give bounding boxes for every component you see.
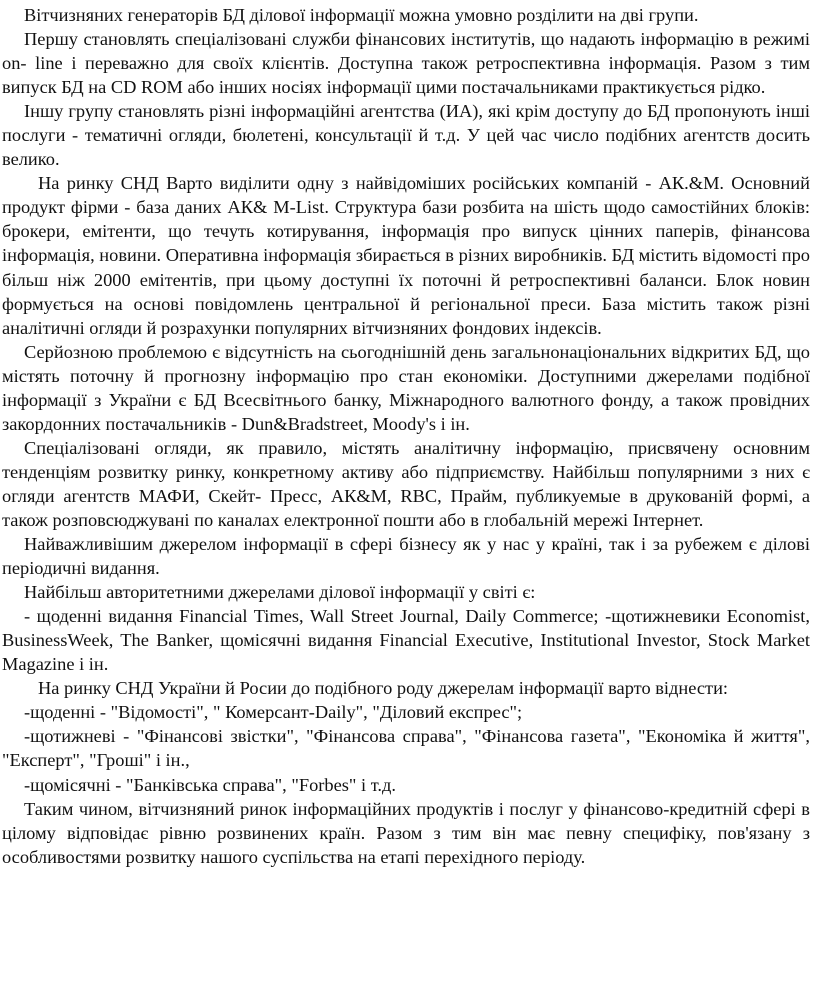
- list-item-text: щотижневі - "Фінансові звістки", "Фінансова справа", "Фінансова газета", "Економіка й життя", "Експерт", "Гроші" і ін.,: [2, 726, 810, 771]
- paragraph-authoritative: Найбільш авторитетними джерелами ділової інформації у світі є:: [24, 582, 536, 603]
- paragraph-second-group: Іншу групу становлять різні інформаційні агентства (ИА), які крім доступу до БД пропонують інші послуги - тематичні огляди, бюлетені, консультації й т.д. У цей час число подібних агентств досить велико.: [2, 101, 810, 170]
- paragraph-cis-market: На ринку СНД України й Росии до подібного роду джерелам інформації варто віднести:: [38, 678, 729, 699]
- paragraph-world-editions: - щоденні видання Financial Times, Wall Street Journal, Daily Commerce; -щотижневики Economist, BusinessWeek, The Banker, щомісячні видання Financial Executive, Institutional Investor, Stock Market Magazine і ін.: [2, 606, 810, 675]
- list-item-text: щомісячні - "Банківська справа", "Forbes" і т.д.: [30, 774, 396, 795]
- list-item-text: щоденні - "Відомості", " Комерсант-Daily", "Діловий експрес";: [30, 702, 523, 723]
- paragraph-akm: На ринку СНД Варто виділити одну з найвідоміших російських компаній - АК.&М. Основний продукт фірми - база даних АК& M-List. Структура бази розбита на шість щодо самостійних блоків: брокери, емітенти, що течуть котирування, інформація про випуск цінних паперів, фінансова інформація, новини. Оперативна інформація збирається в різних виробників. БД містить відомості про більш ніж 2000 емітентів, при цьому доступні їх поточні й ретроспективні баланси. Блок новин формується на основі повідомлень центральної й регіональної преси. База містить також різні аналітичні огляди й розрахунки популярних вітчизняних фондових індексів.: [2, 173, 810, 338]
- paragraph-conclusion: Таким чином, вітчизняний ринок інформаційних продуктів і послуг у фінансово-кредитній сфері в цілому відповідає рівню розвинених країн. Разом з тим він має певну специфіку, пов'язану з особливостями розвитку нашого суспільства на етапі перехідного періоду.: [2, 798, 810, 867]
- paragraph-intro: Вітчизняних генераторів БД ділової інформації можна умовно розділити на дві групи.: [24, 5, 699, 25]
- paragraph-problem: Серйозною проблемою є відсутність на сьогоднішній день загальнонаціональних відкритих БД, що містять поточну й прогнозну інформацію про стан економіки. Доступними джерелами подібної інформації з України є БД Всесвітнього банку, Міжнародного валютного фонду, а також провідних закордонних постачальників - Dun&Bradstreet, Moody's і ін.: [2, 341, 810, 434]
- list-dash: -: [24, 774, 31, 795]
- list-item-monthly: [2, 773, 810, 797]
- paragraph-reviews: Спеціалізовані огляди, як правило, містять аналітичну інформацію, присвячену основним тенденціям розвитку ринку, конкретному активу або підприємству. Найбільш популярними з них є огляди агентств МАФИ, Скейт- Пресс, АК&М, RBC, Прайм, публикуемые в друкованій формі, а також розповсюджувані по каналах електронної пошти або в глобальній мережі Інтернет.: [2, 437, 810, 530]
- paragraph-periodicals: Найважливішим джерелом інформації в сфері бізнесу як у нас у країні, так і за рубежем є ділові періодичні видання.: [2, 534, 810, 579]
- list-dash: -: [24, 726, 31, 747]
- list-item-weekly: [2, 724, 810, 772]
- paragraph-first-group: Першу становлять спеціалізовані служби фінансових інститутів, що надають інформацію в режимі on- line і переважно для своїх клієнтів. Доступна також ретроспективна інформація. Разом з тим випуск БД на CD ROM або інших носіях інформації цими постачальниками практикується рідко.: [2, 29, 810, 98]
- list-dash: -: [24, 702, 31, 723]
- list-item-daily: [2, 700, 810, 724]
